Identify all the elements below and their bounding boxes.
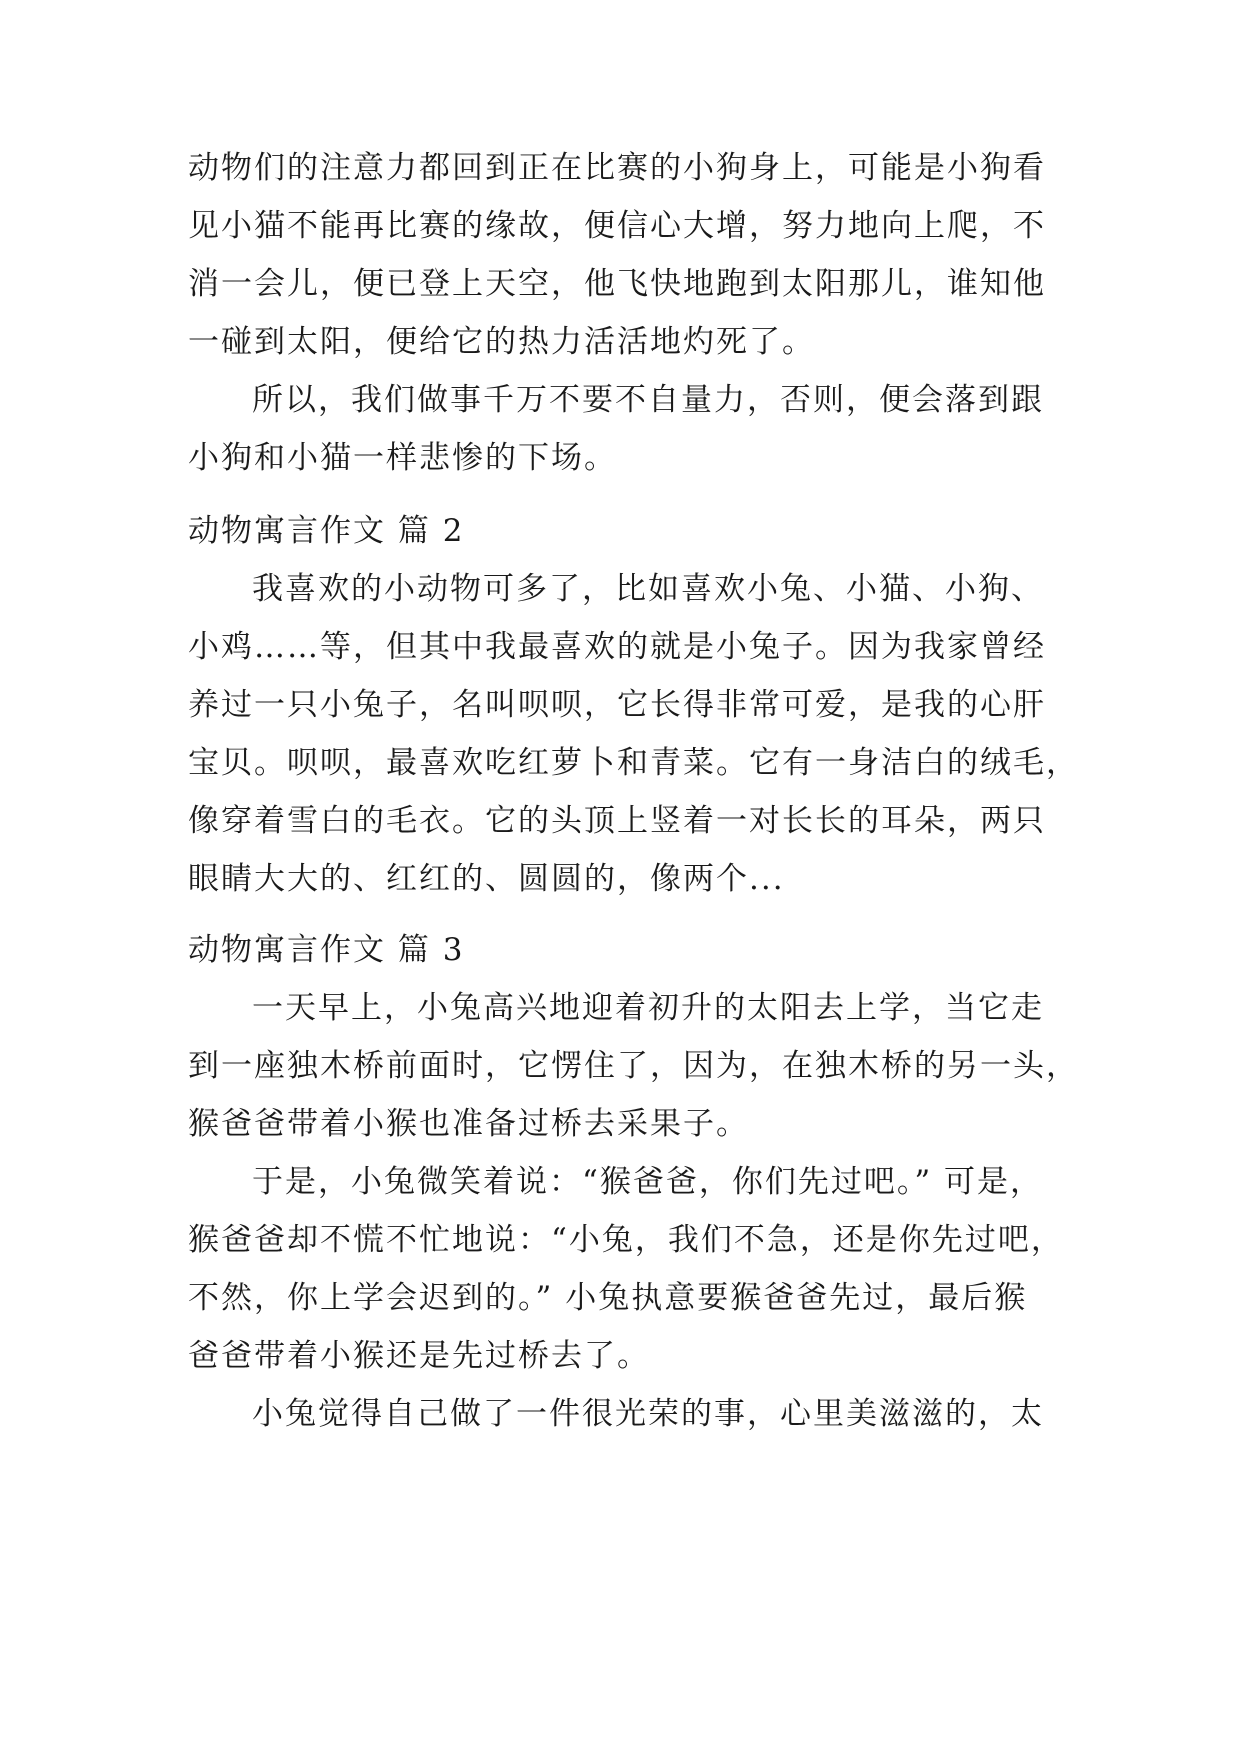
paragraph-line: 消一会儿，便已登上天空，他飞快地跑到太阳那儿，谁知他 [188,266,1046,302]
paragraph-line: 宝贝。呗呗，最喜欢吃红萝卜和青菜。它有一身洁白的绒毛， [188,745,1079,781]
paragraph-line: 猴爸爸带着小猴也准备过桥去采果子。 [188,1106,749,1142]
paragraph-line: 于是，小兔微笑着说：“猴爸爸，你们先过吧。” 可是， [252,1164,1044,1200]
paragraph-line: 见小猫不能再比赛的缘故，便信心大增，努力地向上爬，不 [188,208,1046,244]
paragraph-line: 所以，我们做事千万不要不自量力，否则，便会落到跟 [252,382,1044,418]
paragraph-line: 小鸡……等，但其中我最喜欢的就是小兔子。因为我家曾经 [188,629,1046,665]
paragraph-line: 爸爸带着小猴还是先过桥去了。 [188,1338,650,1374]
section-3 [188,921,1079,1443]
paragraph-line: 眼睛大大的、红红的、圆圆的，像两个... [188,861,785,897]
paragraph-line: 到一座独木桥前面时，它愣住了，因为，在独木桥的另一头， [188,1048,1079,1084]
section-heading: 动物寓言作文 篇 2 [188,513,465,549]
section-1 [188,139,1068,487]
paragraph-line: 小兔觉得自己做了一件很光荣的事，心里美滋滋的，太 [252,1396,1044,1432]
paragraph-line: 像穿着雪白的毛衣。它的头顶上竖着一对长长的耳朵，两只 [188,803,1046,839]
paragraph-line: 不然，你上学会迟到的。” 小兔执意要猴爸爸先过，最后猴 [188,1280,1028,1316]
paragraph-line: 动物们的注意力都回到正在比赛的小狗身上，可能是小狗看 [188,150,1046,186]
section-heading: 动物寓言作文 篇 3 [188,932,465,968]
paragraph-line: 猴爸爸却不慌不忙地说：“小兔，我们不急，还是你先过吧， [188,1222,1064,1258]
paragraph-line: 我喜欢的小动物可多了，比如喜欢小兔、小猫、小狗、 [252,571,1044,607]
section-2 [188,502,1079,908]
paragraph-line: 一天早上，小兔高兴地迎着初升的太阳去上学，当它走 [252,990,1044,1026]
paragraph-line: 小狗和小猫一样悲惨的下场。 [188,440,617,476]
paragraph-line: 一碰到太阳，便给它的热力活活地灼死了。 [188,324,815,360]
paragraph-line: 养过一只小兔子，名叫呗呗，它长得非常可爱，是我的心肝 [188,687,1046,723]
